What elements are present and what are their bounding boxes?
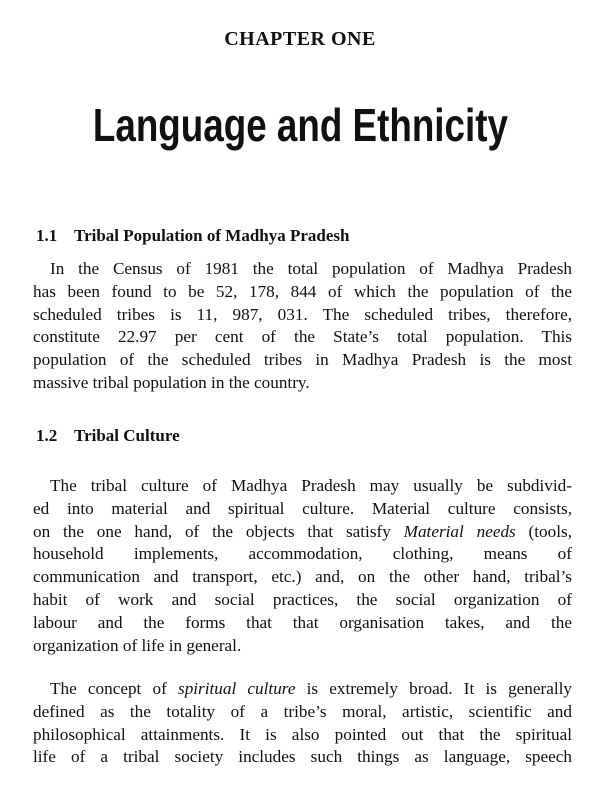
text-line	[33, 304, 572, 327]
section-number: 1.1	[36, 226, 58, 245]
text-line	[33, 258, 572, 281]
text-line	[33, 326, 572, 349]
text-line	[33, 543, 572, 566]
text-line	[33, 635, 572, 658]
text-segment: (tools,	[515, 521, 572, 541]
section-title: Tribal Culture	[74, 426, 180, 445]
text-line	[33, 724, 572, 747]
text-segment: on the one hand, of the objects that satisfy	[33, 521, 404, 541]
paragraph-1	[33, 258, 572, 395]
text-line	[33, 701, 572, 724]
text-line	[33, 589, 572, 612]
chapter-title: Language and Ethnicity	[92, 99, 508, 151]
text-line	[33, 678, 572, 701]
text-segment: is extremely broad. It is generally	[295, 679, 573, 698]
text-segment: has been found to be 52, 178, 844 of which the population of the	[33, 281, 572, 301]
text-line	[33, 746, 572, 769]
section-heading-2	[36, 426, 180, 446]
section-heading-1	[36, 226, 350, 246]
text-line	[33, 566, 572, 589]
text-line	[33, 349, 572, 372]
text-segment: ed into material and spiritual culture. Material culture consists,	[33, 498, 572, 518]
text-segment: household implements, accommodation, clothing, means of	[33, 544, 572, 564]
text-segment: life of a tribal society includes such things as language, speech	[33, 747, 572, 767]
text-segment: habit of work and social practices, the social organization of	[33, 589, 572, 609]
section-title: Tribal Population of Madhya Pradesh	[74, 226, 350, 245]
text-line	[33, 498, 572, 521]
text-segment: communication and transport, etc.) and, on the other hand, tribal’s	[33, 567, 572, 587]
paragraph-3	[33, 678, 572, 769]
text-segment: The concept of	[50, 679, 178, 698]
text-segment: scheduled tribes is 11, 987, 031. The scheduled tribes, therefore,	[33, 304, 572, 324]
text-segment: organization of life in general.	[33, 635, 242, 655]
italic-text: spiritual culture	[178, 679, 296, 698]
text-segment: massive tribal population in the country.	[33, 372, 310, 392]
chapter-label: CHAPTER ONE	[224, 28, 376, 50]
italic-text: Material needs	[403, 521, 516, 541]
text-line	[33, 372, 572, 395]
text-segment: In the Census of 1981 the total population of Madhya Pradesh	[50, 259, 572, 278]
text-segment: constitute 22.97 per cent of the State’s total population. This	[33, 327, 572, 347]
text-line	[33, 521, 572, 544]
text-segment: labour and the forms that that organisation takes, and the	[33, 612, 572, 632]
paragraph-2	[33, 475, 572, 657]
section-number: 1.2	[36, 426, 58, 445]
text-segment: population of the scheduled tribes in Madhya Pradesh is the most	[33, 350, 572, 370]
text-line	[33, 281, 572, 304]
chapter-title-wrap	[0, 98, 600, 152]
text-line	[33, 612, 572, 635]
text-segment: The tribal culture of Madhya Pradesh may usually be subdivid-	[50, 476, 572, 495]
text-segment: philosophical attainments. It is also pointed out that the spiritual	[33, 724, 572, 744]
text-line	[33, 475, 572, 498]
text-segment: defined as the totality of a tribe’s moral, artistic, scientific and	[33, 701, 572, 721]
